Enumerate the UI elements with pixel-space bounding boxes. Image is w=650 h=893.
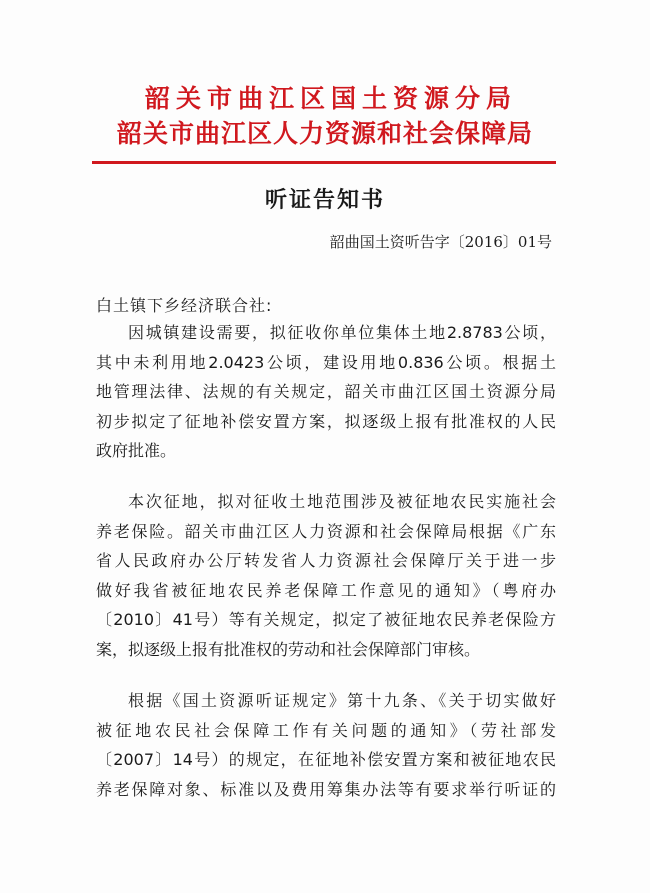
paragraph-line: 地管理法律、法规的有关规定，韶关市曲江区国土资源分局 [96, 382, 556, 401]
paragraph-line: 被征地农民社会保障工作有关问题的通知》（劳社部发 [96, 720, 556, 740]
paragraph-line: 因城镇建设需要，拟征收你单位集体土地2.8783公顷， [128, 323, 556, 342]
paragraph-line: 政府批准。 [96, 441, 177, 460]
issuer-heading-hr-bureau: 韶关市曲江区人力资源和社会保障局 [116, 119, 533, 148]
paragraph-line: 省人民政府办公厅转发省人力资源社会保障厅关于进一步 [96, 551, 556, 570]
body-paragraph-2 [96, 487, 556, 664]
paragraph-line: 养老保险。韶关市曲江区人力资源和社会保障局根据《广东 [96, 521, 556, 541]
body-paragraph-1 [96, 318, 556, 466]
paragraph-line: 根据《国土资源听证规定》第十九条、《关于切实做好 [128, 691, 556, 710]
paragraph-line: 本次征地，拟对征收土地范围涉及被征地农民实施社会 [128, 492, 556, 511]
red-divider-line [92, 161, 556, 164]
paragraph-line: 其中未利用地2.0423公顷，建设用地0.836公顷。根据土 [96, 352, 556, 372]
paragraph-line: 做好我省被征地农民养老保障工作意见的通知》（粤府办 [96, 580, 556, 600]
paragraph-line: 初步拟定了征地补偿安置方案，拟逐级上报有批准权的人民 [96, 411, 556, 431]
document-title: 听证告知书 [264, 187, 385, 213]
issuer-heading-land-bureau: 韶关市曲江区国土资源分局 [144, 84, 517, 113]
document-number: 韶曲国土资听告字〔2016〕01号 [329, 233, 552, 251]
addressee: 白土镇下乡经济联合社: [96, 296, 273, 315]
paragraph-line: 〔2010〕41号）等有关规定，拟定了被征地农民养老保险方 [96, 610, 556, 629]
body-paragraph-3 [96, 686, 556, 804]
paragraph-line: 养老保障对象、标准以及费用筹集办法等有要求举行听证的 [96, 779, 556, 799]
paragraph-line: 案，拟逐级上报有批准权的劳动和社会保障部门审核。 [96, 639, 481, 659]
paragraph-line: 〔2007〕14号）的规定，在征地补偿安置方案和被征地农民 [96, 750, 556, 769]
